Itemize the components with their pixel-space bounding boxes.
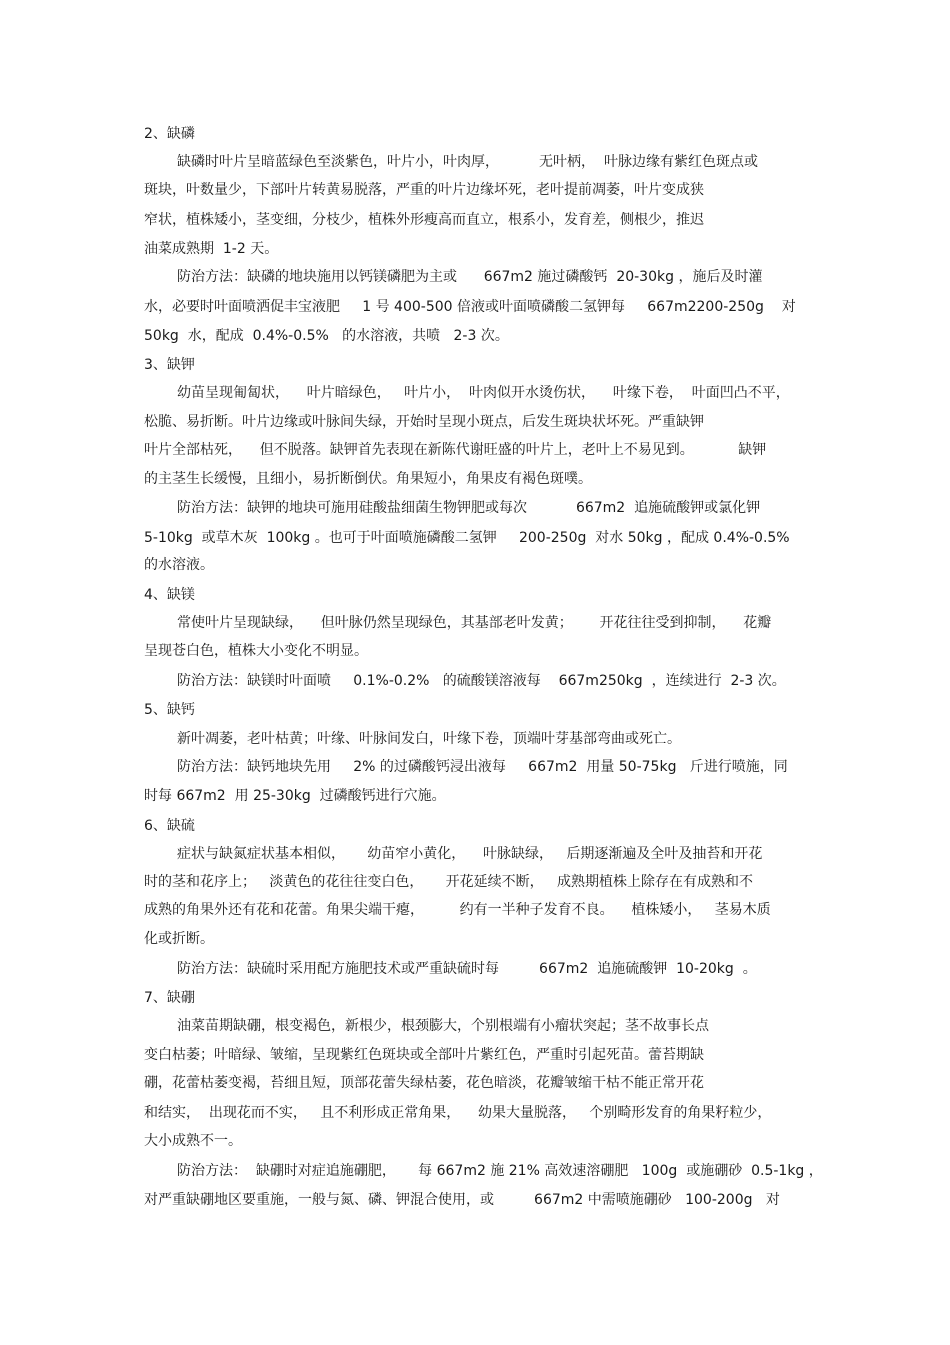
- paragraph-line: 症状与缺氮症状基本相似， 幼苗窄小黄化， 叶脉缺绿， 后期逐渐遍及全叶及抽苔和开花: [177, 846, 763, 862]
- paragraph-line: 水，必要时叶面喷洒促丰宝液肥 1 号 400-500 倍液或叶面喷磷酸二氢钾每 667m2200-250g 对: [144, 299, 796, 315]
- paragraph-line: 常使叶片呈现缺绿， 但叶脉仍然呈现绿色，其基部老叶发黄； 开花往往受到抑制， 花瓣: [177, 615, 772, 631]
- paragraph-line: 防治方法：缺镁时叶面喷 0.1%-0.2% 的硫酸镁溶液每 667m250kg ，连续进行 2-3 次。: [177, 673, 786, 689]
- paragraph-line: 呈现苍白色，植株大小变化不明显。: [144, 643, 368, 659]
- paragraph-line: 斑块，叶数量少，下部叶片转黄易脱落，严重的叶片边缘坏死，老叶提前凋萎，叶片变成狭: [144, 182, 704, 198]
- paragraph-line: 的水溶液。: [144, 557, 214, 573]
- paragraph-line: 松脆、易折断。叶片边缘或叶脉间失绿，开始时呈现小斑点，后发生斑块状坏死。严重缺钾: [144, 414, 704, 430]
- paragraph-line: 的主茎生长缓慢，且细小，易折断倒伏。角果短小，角果皮有褐色斑噗。: [144, 471, 592, 487]
- heading-phosphorus: 2、缺磷: [144, 126, 195, 142]
- paragraph-line: 50kg 水，配成 0.4%-0.5% 的水溶液，共喷 2-3 次。: [144, 328, 509, 344]
- heading-calcium: 5、缺钙: [144, 702, 195, 718]
- heading-sulfur: 6、缺硫: [144, 818, 195, 834]
- paragraph-line: 时每 667m2 用 25-30kg 过磷酸钙进行穴施。: [144, 788, 446, 804]
- paragraph-line: 成熟的角果外还有花和花蕾。角果尖端干瘪， 约有一半种子发育不良。 植株矮小， 茎易木质: [144, 902, 771, 918]
- paragraph-line: 幼苗呈现匍匐状， 叶片暗绿色， 叶片小， 叶肉似开水烫伤状， 叶缘下卷， 叶面凹凸不平，: [177, 385, 790, 401]
- paragraph-line: 叶片全部枯死， 但不脱落。缺钾首先表现在新陈代谢旺盛的叶片上，老叶上不易见到。 缺钾: [144, 442, 767, 458]
- paragraph-line: 防治方法：缺钾的地块可施用硅酸盐细菌生物钾肥或每次 667m2 追施硫酸钾或氯化钾: [177, 500, 761, 516]
- paragraph-line: 变白枯萎；叶暗绿、皱缩，呈现紫红色斑块或全部叶片紫红色，严重时引起死苗。蕾苔期缺: [144, 1047, 704, 1063]
- paragraph-line: 窄状，植株矮小，茎变细，分枝少，植株外形瘦高而直立，根系小，发育差，侧根少，推迟: [144, 212, 704, 228]
- paragraph-line: 时的茎和花序上； 淡黄色的花往往变白色， 开花延续不断， 成熟期植株上除存在有成熟和不: [144, 874, 753, 890]
- paragraph-line: 和结实， 出现花而不实， 且不利形成正常角果， 幼果大量脱落， 个别畸形发育的角果籽粒少，: [144, 1105, 772, 1121]
- paragraph-line: 5-10kg 或草木灰 100kg 。也可于叶面喷施磷酸二氢钾 200-250g 对水 50kg ，配成 0.4%-0.5%: [144, 530, 790, 546]
- paragraph-line: 缺磷时叶片呈暗蓝绿色至淡紫色，叶片小，叶肉厚， 无叶柄， 叶脉边缘有紫红色斑点或: [177, 154, 758, 170]
- paragraph-line: 油菜成熟期 1-2 天。: [144, 241, 279, 257]
- paragraph-line: 硼，花蕾枯萎变褐，苔细且短，顶部花蕾失绿枯萎，花色暗淡，花瓣皱缩干枯不能正常开花: [144, 1075, 704, 1091]
- paragraph-line: 对严重缺硼地区要重施，一般与氮、磷、钾混合使用，或 667m2 中需喷施硼砂 100-200g 对: [144, 1192, 780, 1208]
- paragraph-line: 防治方法：缺磷的地块施用以钙镁磷肥为主或 667m2 施过磷酸钙 20-30kg ，施后及时灌: [177, 269, 763, 285]
- paragraph-line: 防治方法： 缺硼时对症追施硼肥， 每 667m2 施 21% 高效速溶硼肥 100g 或施硼砂 0.5-1kg ，: [177, 1163, 823, 1179]
- heading-boron: 7、缺硼: [144, 990, 195, 1006]
- paragraph-line: 化或折断。: [144, 931, 214, 947]
- heading-potassium: 3、缺钾: [144, 357, 195, 373]
- paragraph-line: 防治方法：缺硫时采用配方施肥技术或严重缺硫时每 667m2 追施硫酸钾 10-20kg 。: [177, 961, 757, 977]
- heading-magnesium: 4、缺镁: [144, 587, 195, 603]
- paragraph-line: 防治方法：缺钙地块先用 2% 的过磷酸钙浸出液每 667m2 用量 50-75kg 斤进行喷施，同: [177, 759, 788, 775]
- paragraph-line: 新叶凋萎，老叶枯黄；叶缘、叶脉间发白，叶缘下卷，顶端叶芽基部弯曲或死亡。: [177, 731, 681, 747]
- paragraph-line: 大小成熟不一。: [144, 1133, 242, 1149]
- paragraph-line: 油菜苗期缺硼，根变褐色，新根少，根颈膨大，个别根端有小瘤状突起；茎不故事长点: [177, 1018, 709, 1034]
